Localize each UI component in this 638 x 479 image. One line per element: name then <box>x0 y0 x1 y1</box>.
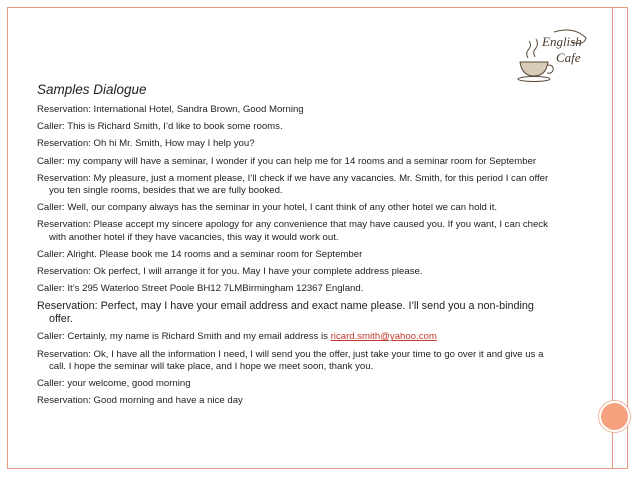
dialogue-line-text: Caller: Certainly, my name is Richard Smith and my email address is <box>37 331 328 343</box>
dialogue-line: Reservation: My pleasure, just a moment please, I’ll check if we have any vacancies. Mr. Smith, for this period I can offer you ten single rooms, besides that we are fully booked. <box>37 172 549 197</box>
email-link[interactable]: ricard.smith@yahoo.com <box>330 331 437 343</box>
dialogue-line: Reservation: International Hotel, Sandra Brown, Good Morning <box>37 104 304 115</box>
dialogue-line: Reservation: Please accept my sincere apology for any convenience that may have caused you. If you want, I can check with another hotel if they have vacancies, this way it would work out. <box>37 219 548 243</box>
svg-text:English: English <box>542 34 582 49</box>
svg-text:Cafe: Cafe <box>556 50 581 65</box>
dialogue-line: Caller: It’s 295 Waterloo Street Poole BH12 7LMBirmingham 12367 England. <box>37 283 364 295</box>
dialogue-line-email <box>37 331 557 348</box>
english-cafe-logo <box>514 24 590 84</box>
dialogue-line: Caller: your welcome, good morning <box>37 378 191 390</box>
dialogue-line: Caller: Alright. Please book me 14 rooms and a seminar room for September <box>37 248 363 260</box>
decorative-circle <box>599 401 630 432</box>
dialogue-text <box>37 104 557 412</box>
dialogue-line: Caller: Well, our company always has the seminar in your hotel, I cant think of any other hotel we can hold it. <box>37 202 498 214</box>
decorative-vertical-line <box>612 7 613 469</box>
dialogue-line: Caller: my company will have a seminar, I wonder if you can help me for 14 rooms and a seminar room for September <box>37 155 537 167</box>
dialogue-line: Reservation: Ok perfect, I will arrange it for you. May I have your complete address please. <box>37 266 423 278</box>
dialogue-line: Reservation: Ok, I have all the information I need, I will send you the offer, just take your time to go over it and give us a call. I hope the seminar will take place, and I hope we meet soon, thank you. <box>37 348 544 372</box>
dialogue-line: Reservation: Perfect, may I have your email address and exact name please. I’ll send you a non-binding offer. <box>37 300 534 326</box>
slide-title: Samples Dialogue <box>37 82 147 97</box>
dialogue-line: Reservation: Oh hi Mr. Smith, How may I help you? <box>37 138 255 150</box>
dialogue-line: Reservation: Good morning and have a nice day <box>37 395 243 407</box>
dialogue-line: Caller: This is Richard Smith, I’d like to book some rooms. <box>37 121 283 133</box>
